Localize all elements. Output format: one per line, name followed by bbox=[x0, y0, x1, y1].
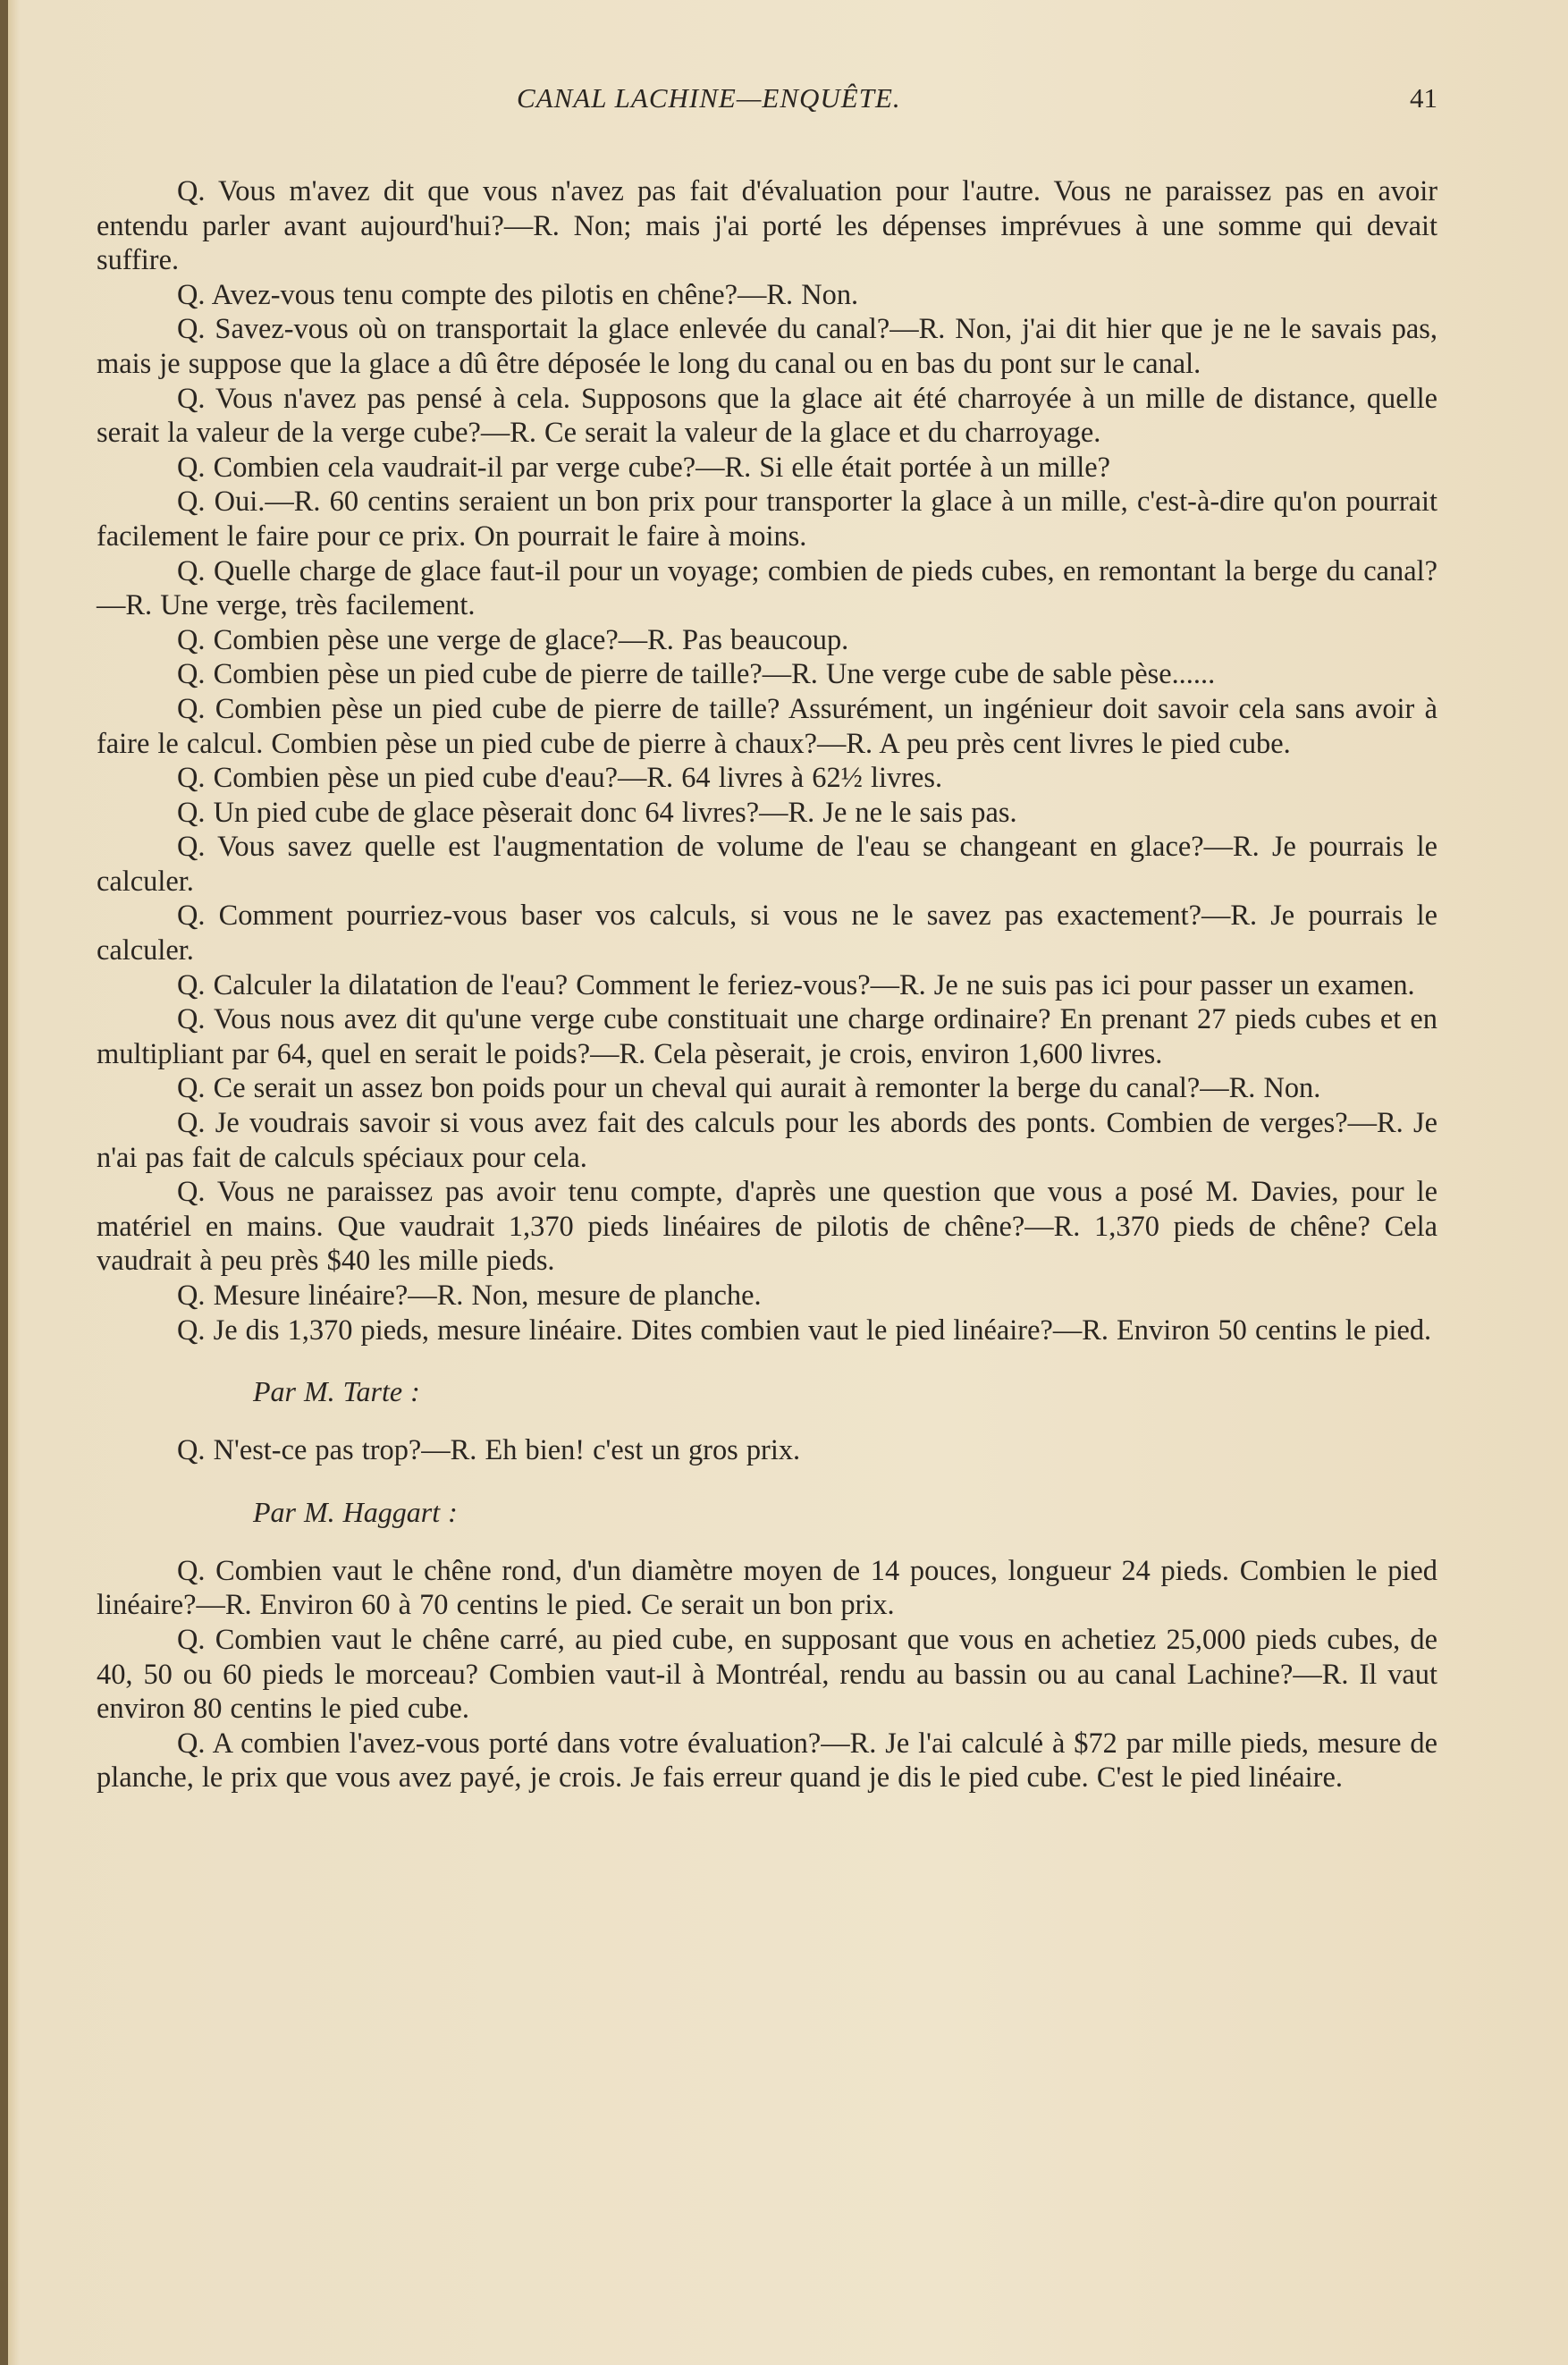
paragraph: Q. Je dis 1,370 pieds, mesure linéaire. Dites combien vaut le pied linéaire?—R. Environ 50 centins le pied. bbox=[177, 1313, 1432, 1347]
paragraph: Q. Combien vaut le chêne rond, d'un diamètre moyen de 14 pouces, longueur 24 pieds. Combien le pied linéaire?—R. Environ 60 à 70 centins le pied. Ce serait un bon prix. bbox=[97, 1554, 1437, 1622]
paragraph: Q. Vous n'avez pas pensé à cela. Supposons que la glace ait été charroyée à un mille de distance, quelle serait la valeur de la verge cube?—R. Ce serait la valeur de la glace et du charroyage. bbox=[97, 382, 1437, 450]
paragraph: Q. Oui.—R. 60 centins seraient un bon prix pour transporter la glace à un mille, c'est-à-dire qu'on pourrait facilement le faire pour ce prix. On pourrait le faire à moins. bbox=[97, 486, 1437, 553]
paragraph: Q. N'est-ce pas trop?—R. Eh bien! c'est un gros prix. bbox=[177, 1434, 801, 1467]
paragraph: Q. Savez-vous où on transportait la glace enlevée du canal?—R. Non, j'ai dit hier que je ne le savais pas, mais je suppose que la glace a dû être déposée le long du canal ou en bas du pont sur le canal. bbox=[97, 313, 1437, 380]
paragraph: Q. Mesure linéaire?—R. Non, mesure de planche. bbox=[177, 1280, 762, 1312]
paragraph: Q. Combien pèse un pied cube d'eau?—R. 64 livres à 62½ livres. bbox=[177, 762, 943, 795]
speaker-heading-haggart: Par M. Haggart : bbox=[253, 1495, 458, 1528]
paragraph: Q. Vous ne paraissez pas avoir tenu compte, d'après une question que vous a posé M. Davies, pour le matériel en mains. Que vaudrait 1,370 pieds linéaires de pilotis de chêne?—R. 1,370 pieds de chêne? Cela vaudrait à peu près $40 les mille pieds. bbox=[97, 1176, 1437, 1278]
paragraph: Q. Un pied cube de glace pèserait donc 64 livres?—R. Je ne le sais pas. bbox=[177, 796, 1017, 829]
paragraph: Q. Combien pèse une verge de glace?—R. Pas beaucoup. bbox=[177, 623, 849, 656]
paragraph: Q. Avez-vous tenu compte des pilotis en chêne?—R. Non. bbox=[177, 278, 859, 311]
paragraph: Q. Vous m'avez dit que vous n'avez pas fait d'évaluation pour l'autre. Vous ne paraissez pas en avoir entendu parler avant aujourd'hui?—R. Non; mais j'ai porté les dépenses imprévues à une somme qui devait suffire. bbox=[97, 175, 1437, 277]
paragraph: Q. Ce serait un assez bon poids pour un cheval qui aurait à remonter la berge du canal?—R. Non. bbox=[177, 1072, 1321, 1105]
speaker-heading-tarte: Par M. Tarte : bbox=[253, 1375, 420, 1408]
running-title: CANAL LACHINE—ENQUÊTE. bbox=[517, 82, 901, 114]
paragraph: Q. Je voudrais savoir si vous avez fait des calculs pour les abords des ponts. Combien de verges?—R. Je n'ai pas fait de calculs spéciaux pour cela. bbox=[97, 1107, 1437, 1174]
paragraph: Q. Combien pèse un pied cube de pierre de taille?—R. Une verge cube de sable pèse...... bbox=[177, 658, 1216, 691]
paragraph: Q. Combien pèse un pied cube de pierre de taille? Assurément, un ingénieur doit savoir cela sans avoir à faire le calcul. Combien pèse un pied cube de pierre à chaux?—R. A peu près cent livres le pied cube. bbox=[97, 692, 1437, 760]
paragraph: Q. Calculer la dilatation de l'eau? Comment le feriez-vous?—R. Je ne suis pas ici pour passer un examen. bbox=[177, 968, 1415, 1001]
paragraph: Q. Vous nous avez dit qu'une verge cube constituait une charge ordinaire? En prenant 27 pieds cubes et en multipliant par 64, quel en serait le poids?—R. Cela pèserait, je crois, environ 1,600 livres. bbox=[97, 1003, 1437, 1070]
page-body bbox=[97, 174, 1437, 1795]
paragraph: Q. Comment pourriez-vous baser vos calculs, si vous ne le savez pas exactement?—R. Je pourrais le calculer. bbox=[97, 900, 1437, 967]
paragraph: Q. Combien cela vaudrait-il par verge cube?—R. Si elle était portée à un mille? bbox=[177, 451, 1111, 484]
paragraph: Q. A combien l'avez-vous porté dans votre évaluation?—R. Je l'ai calculé à $72 par mille pieds, mesure de planche, le prix que vous avez payé, je crois. Je fais erreur quand je dis le pied cube. C'est le pied linéaire. bbox=[97, 1727, 1437, 1795]
binding-edge bbox=[0, 0, 8, 2365]
paragraph: Q. Quelle charge de glace faut-il pour un voyage; combien de pieds cubes, en remontant la berge du canal?—R. Une verge, très facilement. bbox=[97, 554, 1437, 622]
paragraph: Q. Vous savez quelle est l'augmentation de volume de l'eau se changeant en glace?—R. Je pourrais le calculer. bbox=[97, 831, 1437, 898]
paragraph: Q. Combien vaut le chêne carré, au pied cube, en supposant que vous en achetiez 25,000 pieds cubes, de 40, 50 ou 60 pieds le morceau? Combien vaut-il à Montréal, rendu au bassin ou au canal Lachine?—R. Il vaut environ 80 centins le pied cube. bbox=[97, 1623, 1437, 1726]
page-number: 41 bbox=[1410, 82, 1437, 114]
running-header bbox=[97, 82, 1437, 118]
